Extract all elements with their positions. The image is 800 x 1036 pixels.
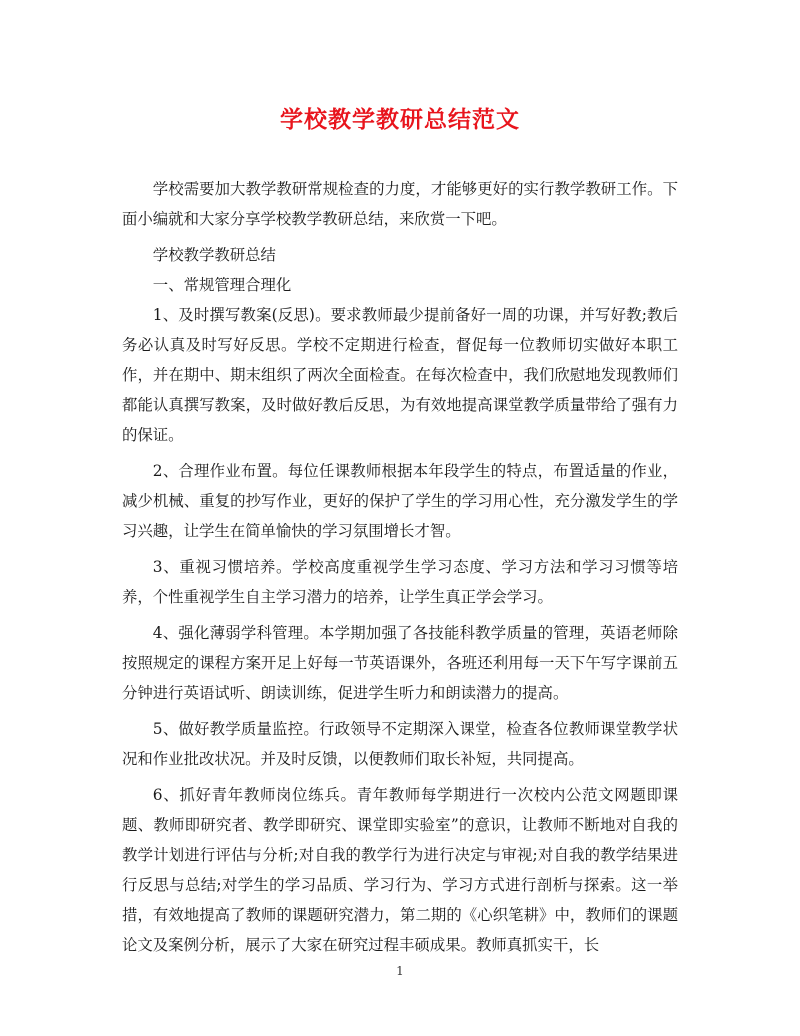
section-heading: 学校教学教研总结 xyxy=(152,246,276,264)
body-paragraph: 2、合理作业布置。每位任课教师根据本年段学生的特点，布置适量的作业，减少机械、重复的抄写作业，更好的保护了学生的学习用心性，充分激发学生的学习兴趣，让学生在简单愉快的学习氛围增长才智。 xyxy=(122,462,678,540)
body-paragraph: 1、及时撰写教案(反思)。要求教师最少提前备好一周的功课，并写好教;教后务必认真及时写好反思。学校不定期进行检查，督促每一位教师切实做好本职工作，并在期中、期末组织了两次全面检查。在每次检查中，我们欣慰地发现教师们都能认真撰写教案，及时做好教后反思，为有效地提高课堂教学质量带给了强有力的保证。 xyxy=(122,306,678,444)
document-title: 学校教学教研总结范文 xyxy=(280,106,520,133)
document-body xyxy=(122,174,678,966)
body-paragraph: 4、强化薄弱学科管理。本学期加强了各技能科教学质量的管理，英语老师除按照规定的课程方案开足上好每一节英语课外，各班还利用每一天下午写字课前五分钟进行英语试听、朗读训练，促进学生听力和朗读潜力的提高。 xyxy=(122,624,678,702)
body-paragraph: 6、抓好青年教师岗位练兵。青年教师每学期进行一次校内公范文网题即课题、教师即研究者、教学即研究、课堂即实验室”的意识，让教师不断地对自我的教学计划进行评估与分析;对自我的教学行为进行决定与审视;对自我的教学结果进行反思与总结;对学生的学习品质、学习行为、学习方式进行剖析与探索。这一举措，有效地提高了教师的课题研究潜力，第二期的《心织笔耕》中，教师们的课题论文及案例分析，展示了大家在研究过程丰硕成果。教师真抓实干，长 xyxy=(122,786,678,954)
body-paragraph: 5、做好教学质量监控。行政领导不定期深入课堂，检查各位教师课堂教学状况和作业批改状况。并及时反馈，以便教师们取长补短，共同提高。 xyxy=(122,720,678,768)
page-number: 1 xyxy=(396,964,404,978)
subsection-heading: 一、常规管理合理化 xyxy=(152,276,292,294)
intro-paragraph: 学校需要加大教学教研常规检查的力度，才能够更好的实行教学教研工作。下面小编就和大家分享学校教学教研总结，来欣赏一下吧。 xyxy=(122,180,678,228)
body-paragraph: 3、重视习惯培养。学校高度重视学生学习态度、学习方法和学习习惯等培养，个性重视学生自主学习潜力的培养，让学生真正学会学习。 xyxy=(122,558,678,606)
